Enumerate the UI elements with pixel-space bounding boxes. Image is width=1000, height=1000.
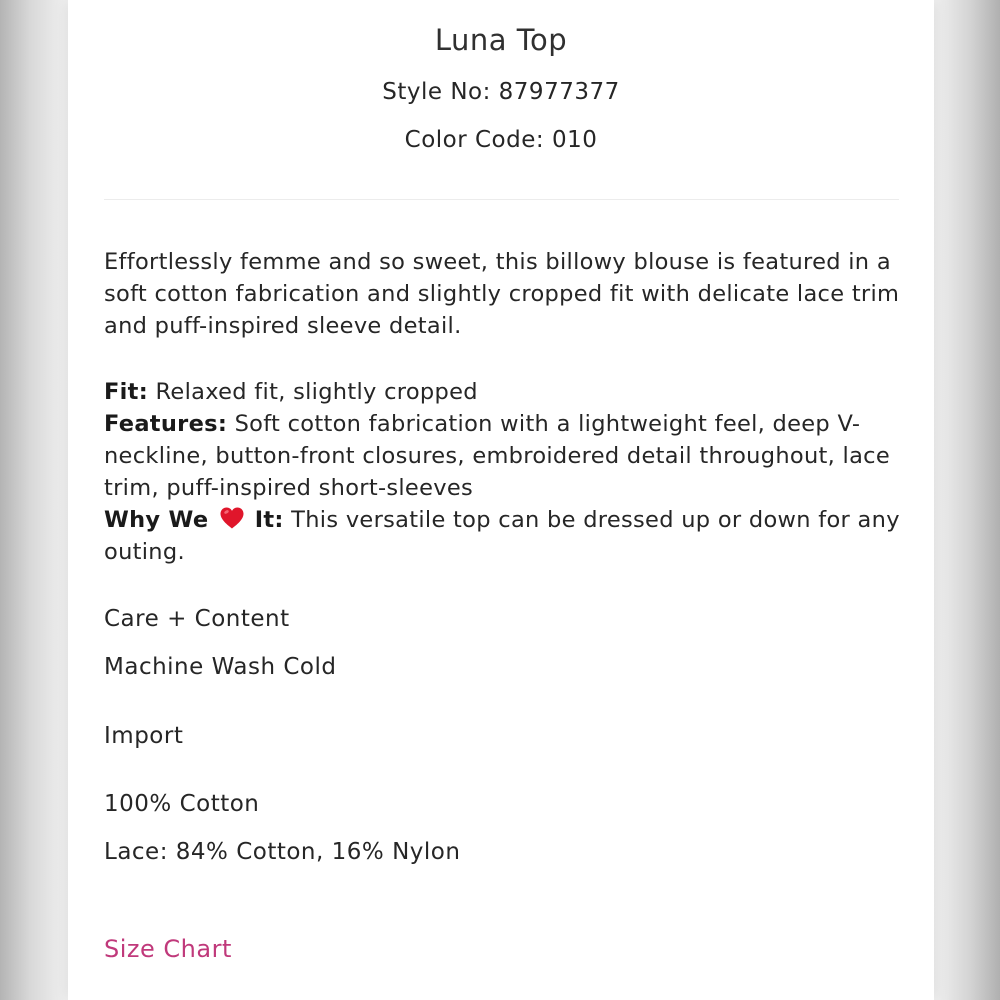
header-divider — [104, 199, 899, 200]
red-heart-icon — [219, 506, 245, 530]
product-details — [104, 376, 904, 568]
care-wash-instruction: Machine Wash Cold — [104, 654, 337, 680]
care-material: 100% Cotton — [104, 791, 260, 817]
features-label: Features: — [104, 411, 228, 437]
why-value: This versatile top can be dressed up or down for any outing. — [104, 507, 900, 565]
style-number: Style No: 87977377 — [382, 79, 620, 105]
product-description: Effortlessly femme and so sweet, this billowy blouse is featured in a soft cotton fabrication and slightly cropped fit with delicate lace trim and puff-inspired sleeve detail. — [104, 249, 900, 339]
product-header — [68, 0, 934, 200]
product-title: Luna Top — [434, 23, 568, 57]
product-description-section — [104, 246, 904, 568]
care-content-heading: Care + Content — [104, 606, 290, 632]
fit-label: Fit: — [104, 379, 149, 405]
why-label-before: Why We — [104, 507, 209, 533]
why-label-after: It: — [254, 507, 284, 533]
care-lace-material: Lace: 84% Cotton, 16% Nylon — [104, 839, 461, 865]
why-we-love-it-label — [104, 507, 284, 533]
care-origin: Import — [104, 723, 184, 749]
fit-value: Relaxed fit, slightly cropped — [148, 379, 478, 405]
color-code: Color Code: 010 — [404, 127, 598, 153]
product-details-panel — [68, 0, 934, 1000]
size-chart-link[interactable]: Size Chart — [104, 935, 232, 963]
features-value: Soft cotton fabrication with a lightweight feel, deep V-neckline, button-front closures, embroidered detail throughout, lace trim, puff-inspired short-sleeves — [104, 411, 890, 501]
